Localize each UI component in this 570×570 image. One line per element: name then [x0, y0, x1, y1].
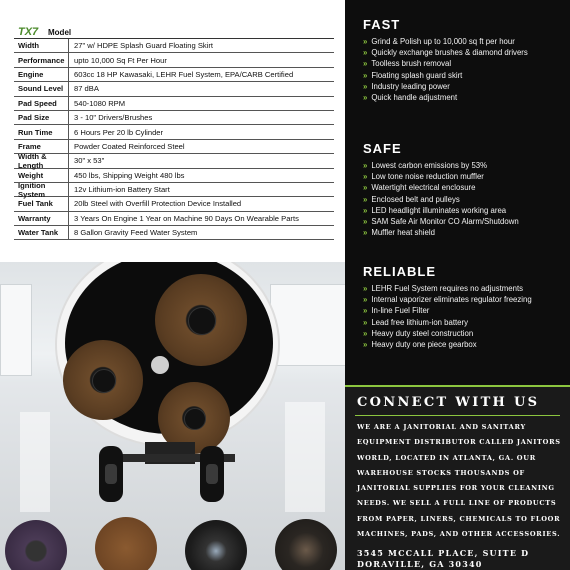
safe-item — [363, 182, 519, 193]
bullet-icon: » — [363, 194, 368, 204]
accessory-strip — [0, 517, 345, 570]
product-photo — [0, 262, 345, 570]
spec-row — [14, 180, 334, 199]
safe-item-text: SAM Safe Air Monitor CO Alarm/Shutdown — [371, 217, 519, 227]
fast-item — [363, 36, 528, 47]
spec-label: Performance — [14, 53, 69, 66]
company-description: WE ARE A JANITORIAL AND SANITARY EQUIPMENT DISTRIBUTOR CALLED JANITORS WORLD, LOCATED IN ATLANTA, GA. OUR WAREHOUSE STOCKS THOUSANDS OF JANITORIAL SUPPLIES FOR YOUR CLEANING NEEDS. WE SELL A FULL LINE OF PRODUCTS FROM PAPER, LINERS, CHEMICALS TO FLOOR MACHINES, PADS, AND OTHER ACCESSORIES. — [357, 423, 561, 539]
reliable-title: RELIABLE — [363, 264, 436, 279]
spec-label: Width — [14, 39, 69, 52]
bullet-icon: » — [363, 317, 368, 327]
spec-label: Sound Level — [14, 82, 69, 95]
spec-label: Width & Length — [14, 154, 69, 167]
bullet-icon: » — [363, 70, 368, 80]
bullet-icon: » — [363, 295, 368, 305]
spec-row — [14, 111, 334, 125]
spec-label: Water Tank — [14, 226, 69, 239]
reliable-section — [363, 264, 532, 350]
spec-label: Weight — [14, 169, 69, 182]
brush — [63, 340, 143, 420]
safe-title: SAFE — [363, 141, 402, 156]
reliable-item — [363, 283, 532, 294]
bullet-icon: » — [363, 81, 368, 91]
spec-label: Pad Size — [14, 111, 69, 124]
reliable-item — [363, 294, 532, 305]
safe-item-text: Watertight electrical enclosure — [371, 183, 476, 193]
safe-item — [363, 194, 519, 205]
wheel — [200, 446, 224, 502]
background-window — [270, 284, 345, 366]
reliable-item — [363, 339, 532, 350]
bullet-icon: » — [363, 205, 368, 215]
safe-item — [363, 227, 519, 238]
bullet-icon: » — [363, 59, 368, 69]
spec-row — [14, 39, 334, 53]
reliable-item — [363, 305, 532, 316]
reliable-item-text: Internal vaporizer eliminates regulator freezing — [371, 295, 532, 305]
reliable-item-text: Lead free lithium-ion battery — [371, 317, 468, 327]
spec-row — [14, 68, 334, 82]
safe-item — [363, 160, 519, 171]
bullet-icon: » — [363, 183, 368, 193]
safe-item — [363, 171, 519, 182]
address-line-1: 3545 MCCALL PLACE, SUITE D — [357, 548, 530, 558]
fast-item — [363, 58, 528, 69]
spec-row — [14, 82, 334, 96]
reliable-item-text: Heavy duty one piece gearbox — [371, 340, 477, 350]
spec-value: 603cc 18 HP Kawasaki, LEHR Fuel System, EPA/CARB Certified — [74, 69, 294, 79]
spec-label: Run Time — [14, 125, 69, 138]
safe-item-text: Muffler heat shield — [371, 228, 435, 238]
spec-row — [14, 53, 334, 67]
fast-item — [363, 92, 528, 103]
spec-table-header — [14, 26, 334, 39]
fast-item — [363, 70, 528, 81]
spec-value: upto 10,000 Sq Ft Per Hour — [74, 55, 167, 65]
floor-reflection — [20, 412, 50, 512]
floor-machine — [55, 262, 280, 462]
spec-value: 6 Hours Per 20 lb Cylinder — [74, 127, 164, 137]
bullet-icon: » — [363, 306, 368, 316]
bullet-icon: » — [363, 37, 368, 46]
fast-item-text: Floating splash guard skirt — [371, 70, 463, 80]
safe-item-text: LED headlight illuminates working area — [371, 205, 507, 215]
bullet-icon: » — [363, 161, 368, 170]
safe-section — [363, 141, 519, 238]
spec-value: 3 Years On Engine 1 Year on Machine 90 Days On Wearable Parts — [74, 213, 299, 223]
spec-row — [14, 197, 334, 211]
reliable-list — [363, 283, 532, 350]
spec-row — [14, 151, 334, 170]
grinding-driver-accessory — [275, 519, 337, 570]
spec-label: Frame — [14, 140, 69, 153]
reliable-item — [363, 328, 532, 339]
spec-value: 450 lbs, Shipping Weight 480 lbs — [74, 170, 185, 180]
safe-item-text: Lowest carbon emissions by 53% — [371, 161, 488, 170]
company-address — [357, 548, 529, 570]
reliable-item — [363, 317, 532, 328]
safe-item-text: Low tone noise reduction muffler — [371, 172, 484, 182]
safe-item — [363, 205, 519, 216]
fast-item — [363, 47, 528, 58]
bullet-icon: » — [363, 48, 368, 58]
bullet-icon: » — [363, 328, 368, 338]
fast-section — [363, 17, 528, 103]
connect-title: CONNECT WITH US — [357, 395, 540, 410]
safe-item-text: Enclosed belt and pulleys — [371, 194, 460, 204]
spec-label: Engine — [14, 68, 69, 81]
spec-value: 30" x 53" — [74, 156, 105, 166]
spec-value: 20lb Steel with Overfill Protection Device Installed — [74, 199, 242, 209]
spec-value: Powder Coated Reinforced Steel — [74, 141, 185, 151]
diamond-driver-accessory — [185, 520, 247, 570]
spec-table — [14, 26, 334, 240]
spec-row — [14, 212, 334, 226]
model-label: Model — [48, 28, 72, 37]
divider — [355, 415, 560, 416]
bullet-icon: » — [363, 228, 368, 238]
spec-value: 87 dBA — [74, 84, 99, 94]
fast-item-text: Quick handle adjustment — [371, 93, 458, 103]
spec-row — [14, 226, 334, 240]
fast-item-text: Quickly exchange brushes & diamond drivers — [371, 48, 528, 58]
fast-item — [363, 81, 528, 92]
spec-row — [14, 125, 334, 139]
spec-value: 12v Lithium-ion Battery Start — [74, 185, 170, 195]
bullet-icon: » — [363, 340, 368, 350]
spec-value: 27" w/ HDPE Splash Guard Floating Skirt — [74, 41, 214, 51]
bullet-icon: » — [363, 172, 368, 182]
brush-accessory — [5, 520, 67, 570]
fast-item-text: Industry leading power — [371, 81, 450, 91]
spec-label: Warranty — [14, 212, 69, 225]
spec-rows — [14, 39, 334, 240]
features-panel — [345, 0, 570, 385]
safe-list — [363, 160, 519, 238]
spec-value: 540-1080 RPM — [74, 98, 126, 108]
model-name: TX7 — [18, 26, 39, 38]
pad-accessory — [95, 517, 157, 570]
bullet-icon: » — [363, 93, 368, 103]
bullet-icon: » — [363, 284, 368, 293]
reliable-item-text: LEHR Fuel System requires no adjustments — [371, 284, 524, 293]
address-line-2: DORAVILLE, GA 30340 — [357, 559, 483, 569]
bullet-icon: » — [363, 217, 368, 227]
spec-label: Ignition System — [14, 183, 69, 196]
safe-item — [363, 216, 519, 227]
spec-value: 3 - 10" Drivers/Brushes — [74, 113, 153, 123]
reliable-item-text: Heavy duty steel construction — [371, 328, 474, 338]
spec-label: Fuel Tank — [14, 197, 69, 210]
spec-row — [14, 97, 334, 111]
fast-item-text: Toolless brush removal — [371, 59, 452, 69]
floor-reflection — [285, 402, 325, 512]
center-hub — [151, 356, 169, 374]
fast-title: FAST — [363, 17, 401, 32]
fast-list — [363, 36, 528, 103]
reliable-item-text: In-line Fuel Filter — [371, 306, 430, 316]
spec-label: Pad Speed — [14, 97, 69, 110]
background-window — [0, 284, 32, 376]
connect-panel — [345, 385, 570, 570]
spec-value: 8 Gallon Gravity Feed Water System — [74, 228, 198, 238]
wheel — [99, 446, 123, 502]
fast-item-text: Grind & Polish up to 10,000 sq ft per hour — [371, 37, 515, 46]
brush — [155, 274, 247, 366]
